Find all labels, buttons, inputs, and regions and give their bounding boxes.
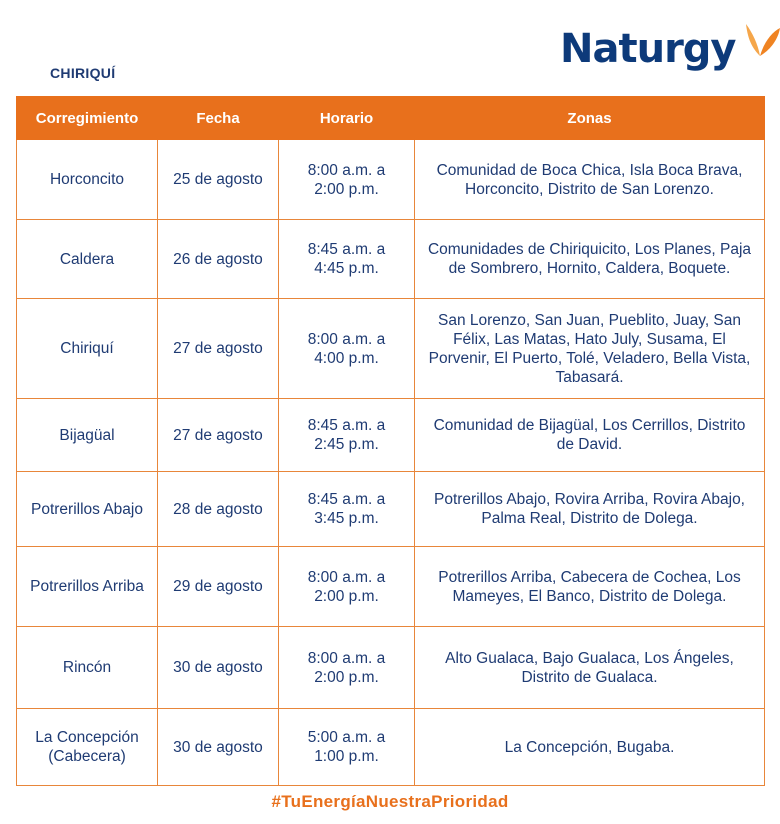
schedule-table [16, 96, 765, 786]
cell-fecha: 27 de agosto [158, 299, 279, 399]
brand-name: Naturgy [560, 26, 736, 72]
cell-zonas: Potrerillos Abajo, Rovira Arriba, Rovira Abajo, Palma Real, Distrito de Dolega. [415, 472, 765, 547]
cell-fecha: 28 de agosto [158, 472, 279, 547]
cell-zonas: La Concepción, Bugaba. [415, 709, 765, 786]
region-title: CHIRIQUÍ [50, 65, 116, 81]
table-header-row [17, 97, 765, 140]
cell-fecha: 30 de agosto [158, 627, 279, 709]
cell-corregimiento: Bijagüal [17, 399, 158, 472]
table-row [17, 220, 765, 299]
cell-horario: 8:45 a.m. a 4:45 p.m. [279, 220, 415, 299]
cell-corregimiento: La Concepción (Cabecera) [17, 709, 158, 786]
cell-zonas: Comunidad de Bijagüal, Los Cerrillos, Distrito de David. [415, 399, 765, 472]
cell-horario: 8:45 a.m. a 2:45 p.m. [279, 399, 415, 472]
cell-corregimiento: Caldera [17, 220, 158, 299]
table-row [17, 140, 765, 220]
cell-horario: 8:00 a.m. a 2:00 p.m. [279, 140, 415, 220]
cell-fecha: 25 de agosto [158, 140, 279, 220]
cell-zonas: Comunidades de Chiriquicito, Los Planes, Paja de Sombrero, Hornito, Caldera, Boquete. [415, 220, 765, 299]
cell-fecha: 27 de agosto [158, 399, 279, 472]
cell-corregimiento: Chiriquí [17, 299, 158, 399]
cell-horario: 8:00 a.m. a 2:00 p.m. [279, 627, 415, 709]
cell-zonas: Potrerillos Arriba, Cabecera de Cochea, Los Mameyes, El Banco, Distrito de Dolega. [415, 547, 765, 627]
cell-corregimiento: Potrerillos Abajo [17, 472, 158, 547]
header-fecha: Fecha [158, 97, 279, 140]
table-row [17, 472, 765, 547]
naturgy-logo [560, 20, 780, 80]
cell-horario: 8:00 a.m. a 4:00 p.m. [279, 299, 415, 399]
table-row [17, 547, 765, 627]
table-row [17, 399, 765, 472]
table-row [17, 299, 765, 399]
cell-fecha: 26 de agosto [158, 220, 279, 299]
cell-horario: 8:45 a.m. a 3:45 p.m. [279, 472, 415, 547]
cell-zonas: Alto Gualaca, Bajo Gualaca, Los Ángeles, Distrito de Gualaca. [415, 627, 765, 709]
hashtag: #TuEnergíaNuestraPrioridad [271, 792, 509, 811]
cell-fecha: 29 de agosto [158, 547, 279, 627]
cell-zonas: Comunidad de Boca Chica, Isla Boca Brava, Horconcito, Distrito de San Lorenzo. [415, 140, 765, 220]
header-zonas: Zonas [415, 97, 765, 140]
table-row [17, 709, 765, 786]
cell-horario: 5:00 a.m. a 1:00 p.m. [279, 709, 415, 786]
cell-horario: 8:00 a.m. a 2:00 p.m. [279, 547, 415, 627]
cell-corregimiento: Potrerillos Arriba [17, 547, 158, 627]
cell-corregimiento: Horconcito [17, 140, 158, 220]
butterfly-icon [738, 22, 780, 62]
header-corregimiento: Corregimiento [17, 97, 158, 140]
table-row [17, 627, 765, 709]
cell-fecha: 30 de agosto [158, 709, 279, 786]
cell-zonas: San Lorenzo, San Juan, Pueblito, Juay, San Félix, Las Matas, Hato July, Susama, El Porvenir, El Puerto, Tolé, Veladero, Bella Vista, Tabasará. [415, 299, 765, 399]
cell-corregimiento: Rincón [17, 627, 158, 709]
header-horario: Horario [279, 97, 415, 140]
